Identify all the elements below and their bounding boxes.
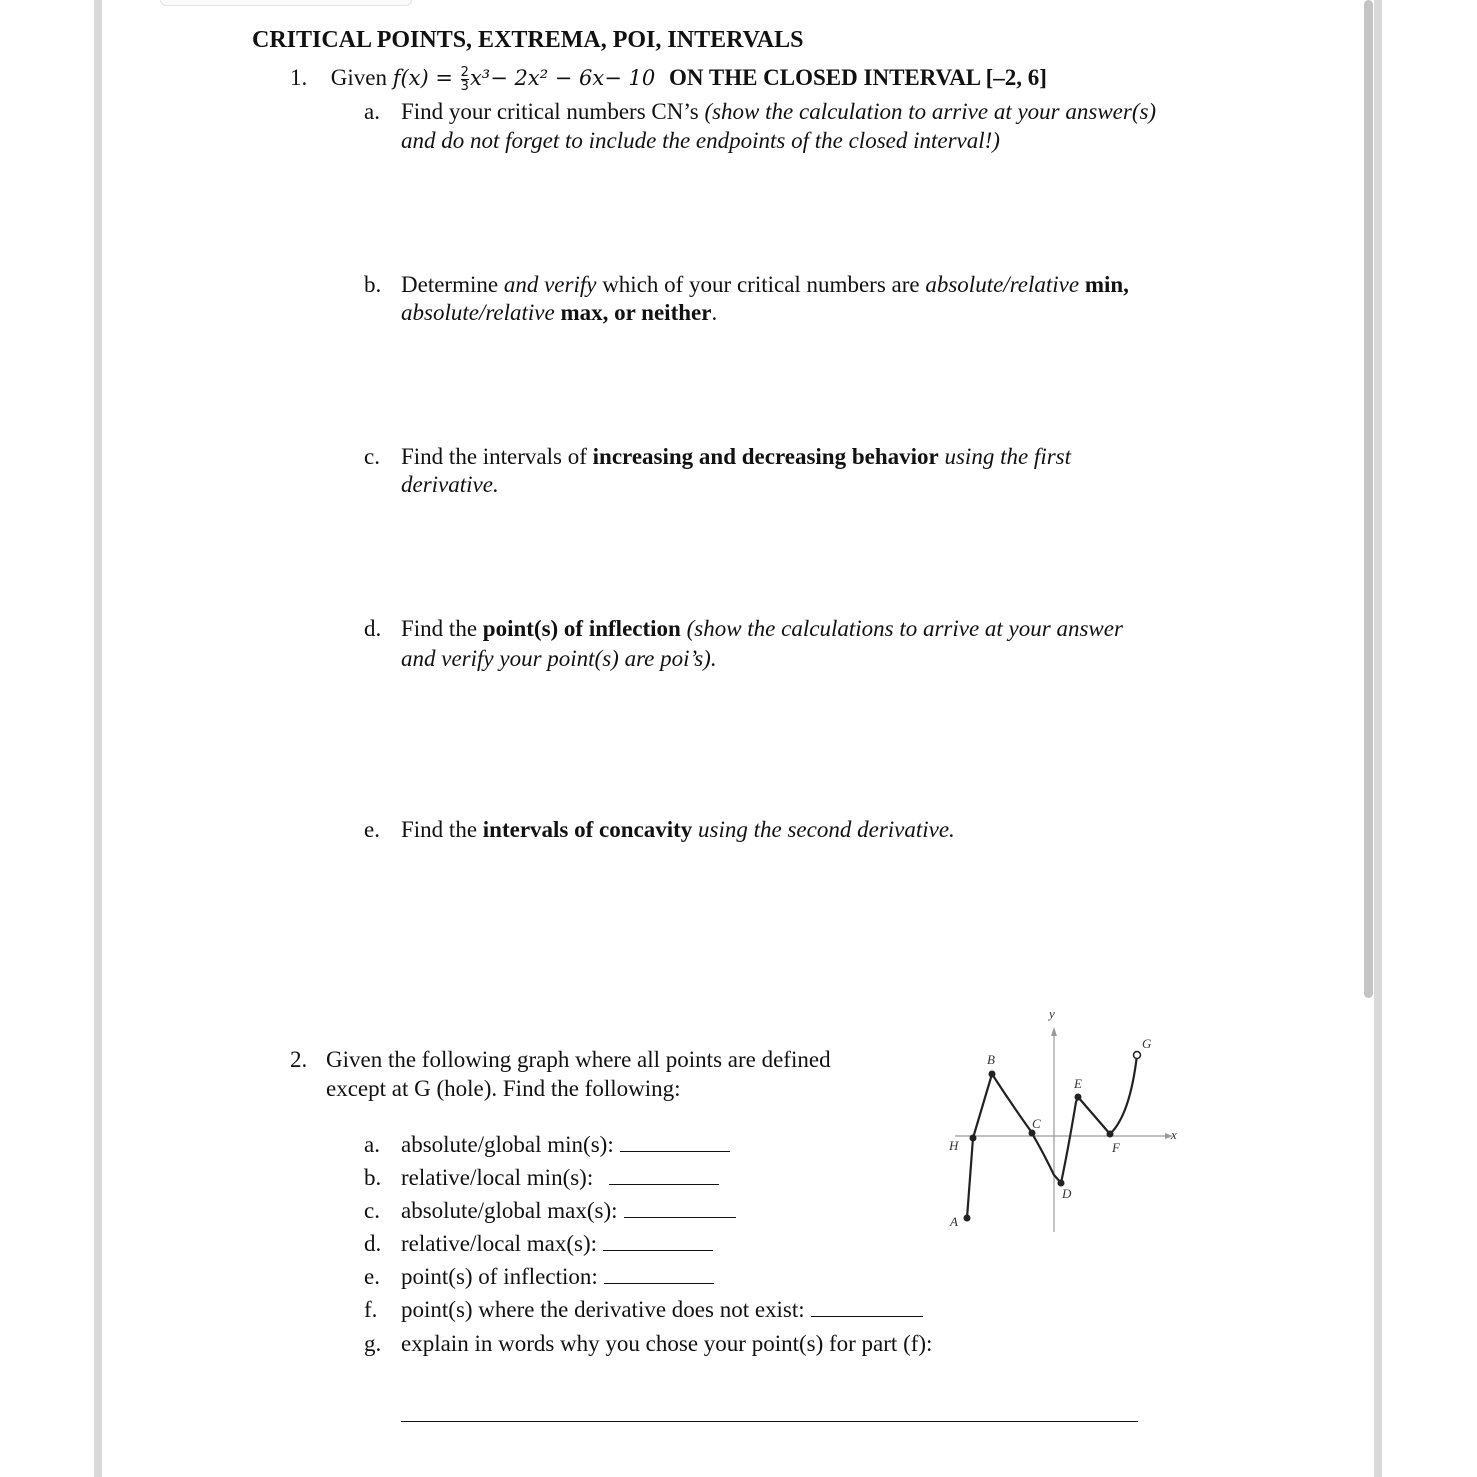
q1b-text-e: min, [1079, 272, 1129, 297]
q2d-answer-blank[interactable] [603, 1230, 713, 1251]
q1b-text-f: absolute/relative [401, 300, 555, 325]
q1b-text-d: absolute/relative [925, 272, 1080, 297]
q1e-text-c: using the second derivative. [692, 817, 955, 842]
label-g: G [1142, 1036, 1152, 1051]
q2f-item [401, 1296, 923, 1324]
fraction-numerator: 2 [460, 65, 469, 81]
q1e-text-b: intervals of concavity [482, 817, 693, 842]
q1a-line2: and do not forget to include the endpoints of the closed interval!) [401, 128, 1000, 153]
q1d-line2: and verify your point(s) are poi’s). [401, 646, 717, 671]
q1-fraction [461, 66, 469, 93]
q2c-item [401, 1197, 736, 1225]
q1b-text-a: Determine [401, 272, 504, 297]
point-b [989, 1071, 996, 1078]
q1c-text-b: increasing and decreasing behavior [592, 444, 939, 469]
q1b-text-c: which of your critical numbers are [596, 272, 926, 297]
q1b-line2 [401, 299, 717, 327]
q1-given: Given [330, 65, 387, 90]
q2a-letter: a. [364, 1132, 380, 1157]
q2e-answer-blank[interactable] [604, 1263, 714, 1284]
page-right-border [1374, 0, 1382, 1477]
y-axis-label: y [1049, 1006, 1055, 1021]
q1c-line1 [401, 443, 1071, 471]
q1e-line1 [401, 816, 955, 844]
q1d-text-a: Find the [401, 616, 483, 641]
q2b-answer-blank[interactable] [609, 1164, 719, 1185]
q1a-text: Find your critical numbers CN’s [401, 99, 705, 124]
q1-header [290, 64, 1047, 93]
q2c-answer-blank[interactable] [624, 1197, 736, 1218]
q1a-italic: (show the calculation to arrive at your answer(s) [704, 99, 1157, 124]
label-d: D [1062, 1186, 1072, 1201]
q2b-text: relative/local min(s): [401, 1165, 594, 1190]
q2g-answer-line[interactable] [401, 1421, 1138, 1422]
q2f-text: point(s) where the derivative does not exist: [401, 1297, 805, 1322]
q1b-text-g: max, or neither [554, 300, 712, 325]
q2a-item [401, 1131, 730, 1159]
q1-interval: ON THE CLOSED INTERVAL [–2, 6] [669, 65, 1047, 90]
y-axis-arrow [1051, 1027, 1057, 1036]
q1b-text-h: . [711, 300, 718, 325]
label-f: F [1112, 1140, 1120, 1155]
label-e: E [1074, 1076, 1082, 1091]
q1-function-lhs: f(x) = [392, 66, 460, 90]
point-g-hole [1134, 1052, 1141, 1059]
q1d-text-b: point(s) of inflection [482, 616, 681, 641]
q2g-item: explain in words why you chose your point(s) for part (f): [401, 1331, 933, 1356]
label-b: B [987, 1052, 995, 1067]
q2e-text: point(s) of inflection: [401, 1264, 598, 1289]
q2g-letter: g. [364, 1331, 382, 1356]
q2e-item [401, 1263, 714, 1291]
q2d-item [401, 1230, 713, 1258]
q1c-letter: c. [364, 444, 380, 469]
point-h [970, 1135, 977, 1142]
label-a: A [950, 1214, 958, 1229]
browser-tab-edge [160, 0, 412, 6]
q1-function-rest: x³− 2x² − 6x− 10 [469, 66, 656, 90]
q1b-letter: b. [364, 272, 382, 297]
q2a-answer-blank[interactable] [620, 1131, 730, 1152]
q2-number: 2. [290, 1047, 308, 1072]
q1c-text-a: Find the intervals of [401, 444, 593, 469]
point-f [1107, 1131, 1114, 1138]
q1d-text-c: (show the calculations to arrive at your answer [680, 616, 1123, 641]
q1d-line1 [401, 615, 1123, 643]
q1e-text-a: Find the [401, 817, 483, 842]
q1a-line1 [401, 98, 1156, 126]
q1b-line1 [401, 271, 1129, 299]
q1d-letter: d. [364, 616, 382, 641]
fraction-denominator: 3 [460, 79, 469, 95]
q1b-text-b: and verify [503, 272, 597, 297]
q1c-text-c: using the first [938, 444, 1071, 469]
q2b-item [401, 1164, 719, 1192]
q1c-line2: derivative. [401, 472, 499, 497]
q2-line1: Given the following graph where all points are defined [326, 1047, 831, 1072]
q2b-letter: b. [364, 1165, 382, 1190]
scrollbar-thumb[interactable] [1364, 0, 1373, 998]
q2d-letter: d. [364, 1231, 382, 1256]
point-a [964, 1215, 971, 1222]
x-axis-label: x [1171, 1127, 1177, 1142]
q2-line2: except at G (hole). Find the following: [326, 1076, 681, 1101]
q2f-letter: f. [364, 1297, 378, 1322]
q2f-answer-blank[interactable] [811, 1296, 923, 1317]
function-graph [940, 1000, 1190, 1250]
q1-number: 1. [290, 65, 308, 90]
point-e [1075, 1094, 1082, 1101]
worksheet-title: CRITICAL POINTS, EXTREMA, POI, INTERVALS [252, 27, 804, 53]
q2a-text: absolute/global min(s): [401, 1132, 614, 1157]
q2c-text: absolute/global max(s): [401, 1198, 618, 1223]
page-left-border [94, 0, 102, 1477]
label-c: C [1032, 1116, 1041, 1131]
q1e-letter: e. [364, 817, 380, 842]
q1a-letter: a. [364, 99, 380, 124]
q2c-letter: c. [364, 1198, 380, 1223]
q2d-text: relative/local max(s): [401, 1231, 598, 1256]
q2e-letter: e. [364, 1264, 380, 1289]
label-h: H [949, 1138, 959, 1153]
